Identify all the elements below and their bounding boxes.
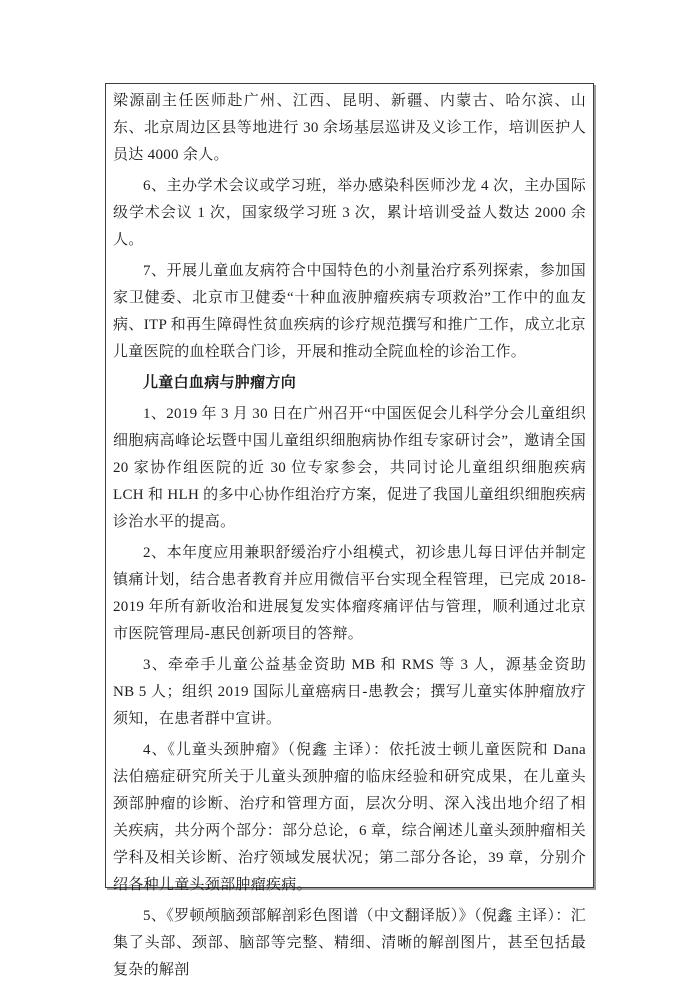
paragraph-item-4: 4、《儿童头颈肿瘤》（倪鑫 主译）：依托波士顿儿童医院和 Dana 法伯癌症研究所关于儿童头颈肿瘤的临床经验和研究成果，在儿童头颈部肿瘤的诊断、治疗和管理方面，层次分明、深入浅出地介绍了相关疾病，共分两个部分：部分总论，6 章，综合阐述儿童头颈肿瘤相关学科及相关诊断、治疗领域发展状况；第二部分各论，39 章，分别介绍各种儿童头颈部肿瘤疾病。 [113, 742, 586, 893]
paragraph-item-3: 3、牵牵手儿童公益基金资助 MB 和 RMS 等 3 人，源基金资助 NB 5 人；组织 2019 国际儿童癌病日-患教会；撰写儿童实体肿瘤放疗须知，在患者群中宣讲。 [113, 657, 586, 727]
paragraph-item-2: 2、本年度应用兼职舒缓治疗小组模式，初诊患儿每日评估并制定镇痛计划，结合患者教育并应用微信平台实现全程管理，已完成 2018-2019 年所有新收治和进展复发实体瘤疼痛评估与管理，顺利通过北京市医院管理局-惠民创新项目的答辩。 [113, 545, 586, 642]
section-heading: 儿童白血病与肿瘤方向 [143, 375, 297, 391]
paragraph-item-7: 7、开展儿童血友病符合中国特色的小剂量治疗系列探索，参加国家卫健委、北京市卫健委“十种血液肿瘤疾病专项救治”工作中的血友病、ITP 和再生障碍性贫血疾病的诊疗规范撰写和推广工作，成立北京儿童医院的血栓联合门诊，开展和推动全院血栓的诊治工作。 [113, 263, 586, 360]
paragraph-item-5: 5、《罗顿颅脑颈部解剖彩色图谱（中文翻译版）》（倪鑫 主译）：汇集了头部、颈部、脑部等完整、精细、清晰的解剖图片，甚至包括最复杂的解剖 [113, 908, 586, 978]
table-cell-frame [105, 83, 594, 978]
paragraph-item-1: 1、2019 年 3 月 30 日在广州召开“中国医促会儿科学分会儿童组织细胞病高峰论坛暨中国儿童组织细胞病协作组专家研讨会”，邀请全国 20 家协作组医院的近 30 位专家参会，共同讨论儿童组织细胞疾病 LCH 和 HLH 的多中心协作组治疗方案，促进了我国儿童组织细胞疾病诊治水平的提高。 [113, 406, 586, 530]
paragraph-continuation: 梁源副主任医师赴广州、江西、昆明、新疆、内蒙古、哈尔滨、山东、北京周边区县等地进行 30 余场基层巡讲及义诊工作，培训医护人员达 4000 余人。 [113, 93, 586, 163]
paragraph-item-6: 6、主办学术会议或学习班，举办感染科医师沙龙 4 次，主办国际级学术会议 1 次，国家级学习班 3 次，累计培训受益人数达 2000 余人。 [113, 178, 586, 248]
